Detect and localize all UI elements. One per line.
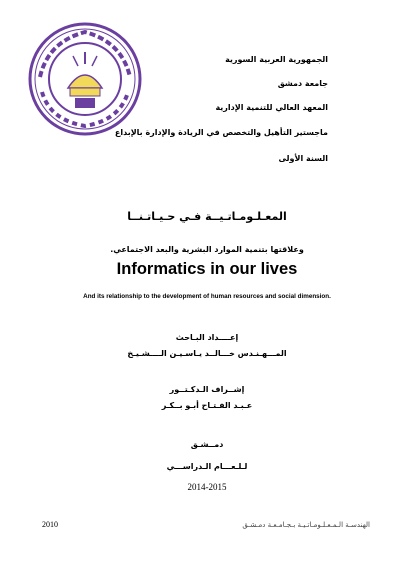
header-country: الجمهورية العربية السورية: [225, 55, 328, 64]
header-program: ماجستير التأهيل والتخصص في الريادة والإدارة بالإبداع: [114, 128, 328, 137]
university-seal: [28, 22, 142, 136]
researcher-name: المـــهـنـدس خـــالــد يـاسـيـن الــــشـيـخ: [127, 349, 287, 358]
header-university: جامعة دمشق: [277, 79, 328, 88]
supervisor-label: إشــراف الـدكـتــور: [169, 385, 245, 394]
academic-year-label: لـلـعـــام الـدراســـي: [166, 462, 248, 471]
place: دمــشـق: [190, 440, 224, 449]
academic-year: 2014-2015: [187, 482, 227, 492]
header-year-level: السنة الأولى: [278, 154, 328, 163]
researcher-label: إعــــداد البـاحث: [175, 333, 239, 342]
title-english: Informatics in our lives: [116, 260, 298, 278]
footer-year: 2010: [42, 520, 58, 529]
header-institute: المعهد العالي للتنمية الإدارية: [215, 103, 328, 112]
title-arabic: المعـلـومـاتـيــة فـي حـيـاتـنــا: [127, 210, 287, 223]
footer-text: الهندسـة الـمـعـلـومـاتـيـة بـجـامـعـة دمـشـق: [242, 521, 370, 529]
supervisor-name: عـبـد الفـتـاح أبـو بــكـر: [161, 401, 253, 410]
subtitle-english: And its relationship to the development of human resources and social dimension.: [83, 293, 331, 300]
subtitle-arabic: وعلاقتها بتنمية الموارد البشرية والبعد الاجتماعي.: [110, 245, 304, 254]
